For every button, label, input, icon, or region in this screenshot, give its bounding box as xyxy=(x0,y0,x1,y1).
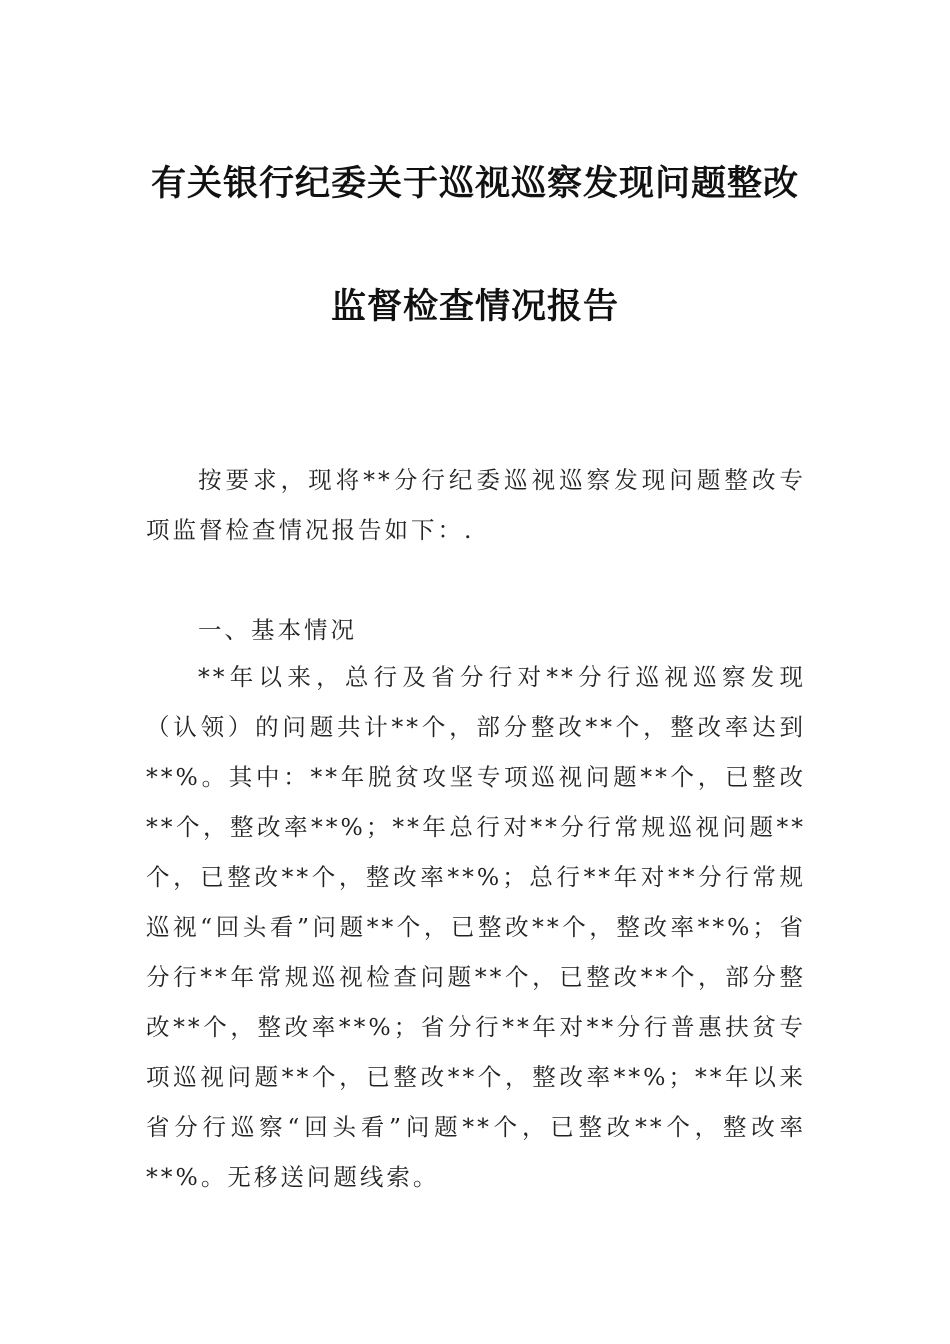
document-title-line-1: 有关银行纪委关于巡视巡察发现问题整改 xyxy=(150,164,799,204)
section-heading: 一、基本情况 xyxy=(198,616,357,644)
intro-paragraph: 按要求，现将**分行纪委巡视巡察发现问题整改专项监督检查情况报告如下：. xyxy=(146,466,806,544)
document-title-line-2: 监督检查情况报告 xyxy=(330,287,619,327)
section-paragraph: **年以来，总行及省分行对**分行巡视巡察发现（认领）的问题共计**个，部分整改**个，整改率达到**%。其中：**年脱贫攻坚专项巡视问题**个，已整改**个，整改率**%；**年总行对**分行常规巡视问题**个，已整改**个，整改率**%；总行**年对**分行常规巡视“回头看”问题**个，已整改**个，整改率**%；省分行**年常规巡视检查问题**个，已整改**个，部分整改**个，整改率**%；省分行**年对**分行普惠扶贫专项巡视问题**个，已整改**个，整改率**%；**年以来省分行巡察“回头看”问题**个，已整改**个，整改率**%。无移送问题线索。 xyxy=(146,663,806,1191)
